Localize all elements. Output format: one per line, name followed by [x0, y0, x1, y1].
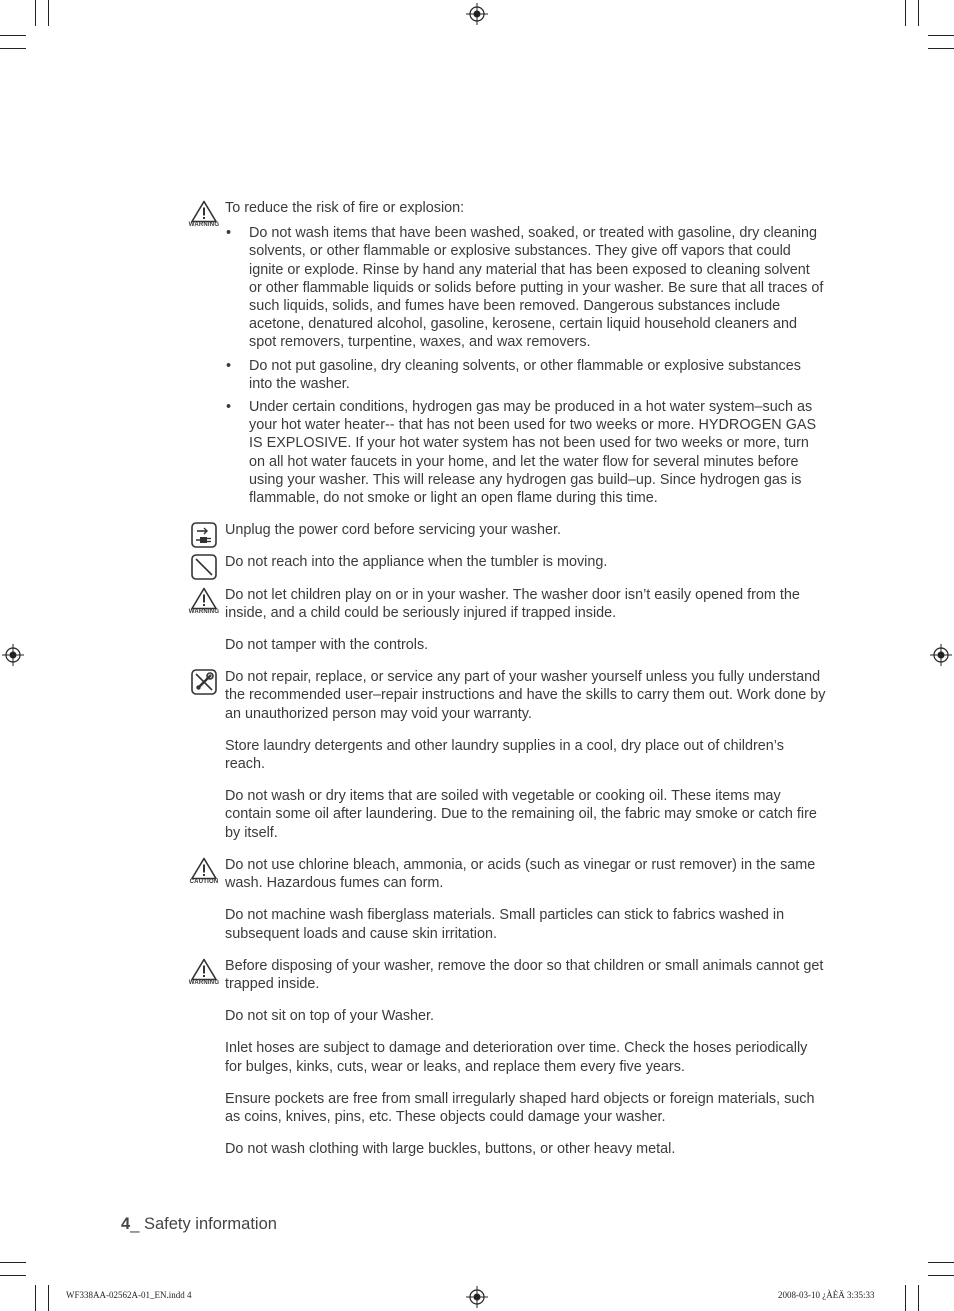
bullet-glyph: •	[226, 399, 232, 416]
detergents-text: Store laundry detergents and other laundry supplies in a cool, dry place out of children’s reach.	[225, 737, 784, 773]
list-item	[225, 398, 826, 507]
crop-mark	[928, 48, 954, 49]
prohibited-icon	[186, 554, 222, 580]
page-number: 4	[121, 1215, 131, 1233]
registration-mark-icon	[2, 644, 24, 666]
crop-mark	[905, 1285, 906, 1311]
warning-label: WARNING	[188, 608, 220, 615]
warning-icon	[186, 587, 222, 615]
pockets-block	[186, 1090, 826, 1126]
sit-block	[186, 1007, 826, 1025]
detergents-block	[186, 737, 826, 773]
fiberglass-text: Do not machine wash fiberglass materials. Small particles can stick to fabrics washed in subsequent loads and cause skin irritation.	[225, 907, 785, 942]
oil-block	[186, 787, 826, 842]
crop-mark	[928, 35, 954, 36]
warning-label: WARNING	[188, 979, 220, 986]
repair-block	[186, 668, 826, 723]
warning-label: WARNING	[188, 222, 220, 228]
fire-warning-block	[186, 199, 826, 507]
pockets-text: Ensure pockets are free from small irregularly shaped hard objects or foreign materials, such as coins, knives, pins, etc. These objects could damage your washer.	[225, 1090, 815, 1125]
buckles-text: Do not wash clothing with large buckles, buttons, or other heavy metal.	[225, 1141, 676, 1158]
repair-text: Do not repair, replace, or service any part of your washer yourself unless you fully understand the recommended user–repair instructions and have the skills to carry them out. Work done by an unauthorized person may void your warranty.	[225, 669, 826, 722]
controls-block	[186, 636, 826, 654]
crop-mark	[35, 0, 36, 26]
crop-mark	[48, 1285, 49, 1311]
fire-warning-intro: To reduce the risk of fire or explosion:	[225, 200, 465, 216]
children-text: Do not let children play on or in your washer. The washer door isn’t easily opened from the inside, and a child could be seriously injured if trapped inside.	[225, 586, 800, 621]
crop-mark	[905, 0, 906, 26]
crop-mark	[918, 0, 919, 26]
unplug-icon	[186, 522, 222, 548]
list-item-text: Under certain conditions, hydrogen gas may be produced in a hot water system–such as your hot water heater-- that has not been used for two weeks or more. HYDROGEN GAS IS EXPLOSIVE. If your hot water system has not been used for two weeks or more, turn on all hot water faucets in your home, and let the water flow for several minutes before using your washer. This will release any hydrogen gas build–up. Since hydrogen gas is flammable, do not smoke or light an open flame during this time.	[249, 399, 817, 507]
registration-mark-icon	[466, 1286, 488, 1308]
chlorine-block	[186, 856, 826, 892]
bullet-glyph: •	[226, 225, 232, 242]
crop-mark	[918, 1285, 919, 1311]
caution-label: CAUTION	[189, 878, 219, 885]
list-item	[225, 357, 826, 393]
tumbler-text: Do not reach into the appliance when the tumbler is moving.	[225, 554, 608, 571]
slug-timestamp: 2008-03-10 ¿ÀÈÄ 3:35:33	[778, 1290, 875, 1300]
list-item-text: Do not wash items that have been washed, soaked, or treated with gasoline, dry cleaning solvents, or other flammable or explosive substances. They give off vapors that could ignite or explode. Rinse by hand any material that has been exposed to cleaning solvent or other flammable liquids or solids before putting in your washer. Be sure that all traces of such liquids, solids, and fumes have been removed. Dangerous substances include acetone, denatured alcohol, gasoline, kerosene, certain liquid household cleaners and spot removers, turpentine, waxes, and wax removers.	[249, 225, 824, 351]
crop-mark	[48, 0, 49, 26]
disposing-text: Before disposing of your washer, remove the door so that children or small animals cannot get trapped inside.	[225, 957, 824, 992]
footer-section-title: _ Safety information	[130, 1215, 277, 1233]
tumbler-block	[186, 553, 826, 571]
children-block	[186, 586, 826, 622]
crop-mark	[0, 1262, 26, 1263]
slug-filename: WF338AA-02562A-01_EN.indd 4	[66, 1290, 192, 1300]
safety-content	[186, 199, 826, 1172]
sit-text: Do not sit on top of your Washer.	[225, 1008, 435, 1025]
hoses-block	[186, 1039, 826, 1075]
fire-warning-list	[225, 224, 826, 507]
fiberglass-block	[186, 906, 826, 942]
list-item-text: Do not put gasoline, dry cleaning solvents, or other flammable or explosive substances into the washer.	[249, 357, 801, 392]
registration-mark-icon	[466, 3, 488, 25]
crop-mark	[0, 48, 26, 49]
crop-mark	[928, 1262, 954, 1263]
registration-mark-icon	[930, 644, 952, 666]
list-item	[225, 224, 826, 351]
hoses-text: Inlet hoses are subject to damage and deterioration over time. Check the hoses periodically for bulges, kinks, cuts, wear or leaks, and replace them every five years.	[225, 1040, 808, 1075]
warning-icon	[186, 200, 222, 228]
crop-mark	[0, 35, 26, 36]
page-footer	[121, 1215, 277, 1234]
warning-icon	[186, 958, 222, 986]
unplug-text: Unplug the power cord before servicing your washer.	[225, 522, 561, 539]
buckles-block	[186, 1140, 826, 1158]
unplug-block	[186, 521, 826, 539]
caution-icon	[186, 857, 222, 885]
crop-mark	[35, 1285, 36, 1311]
crop-mark	[0, 1275, 26, 1276]
controls-text: Do not tamper with the controls.	[225, 637, 429, 654]
oil-text: Do not wash or dry items that are soiled with vegetable or cooking oil. These items may contain some oil after laundering. Due to the remaining oil, the fabric may smoke or catch fire by itself.	[225, 788, 817, 841]
crop-mark	[928, 1275, 954, 1276]
disposing-block	[186, 957, 826, 993]
no-tools-icon	[186, 669, 222, 695]
chlorine-text: Do not use chlorine bleach, ammonia, or acids (such as vinegar or rust remover) in the same wash. Hazardous fumes can form.	[225, 856, 816, 892]
bullet-glyph: •	[226, 357, 232, 374]
